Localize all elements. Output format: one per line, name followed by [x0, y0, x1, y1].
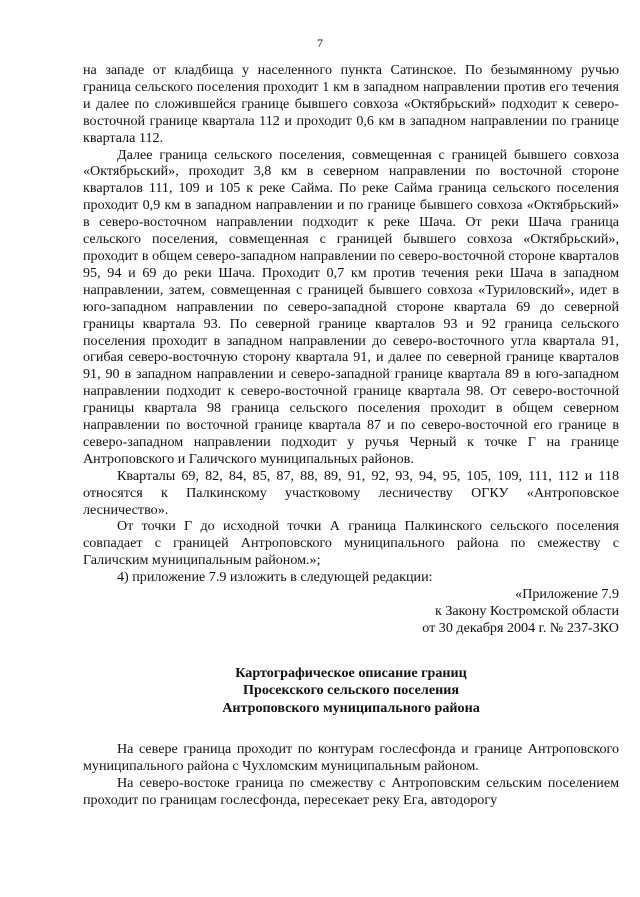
title-line: Просекского сельского поселения [243, 682, 459, 699]
title-line: Картографическое описание границ [235, 664, 467, 681]
appendix-ref-line: «Приложение 7.9 [515, 586, 619, 603]
section-title [83, 665, 619, 718]
title-line: Антроповского муниципального района [222, 699, 480, 716]
paragraph: От точки Г до исходной точки А граница Палкинского сельского поселения совпадает с границей Антроповского муниципального района по смежеству с Галичским муниципальным районом.»; [83, 518, 619, 569]
paragraph: на западе от кладбища у населенного пункта Сатинское. По безымянному ручью граница сельского поселения проходит 1 км в западном направлении против его течения и далее по сложившейся границе бывшего совхоза «Октябрьский» подходит к северо-восточной границе квартала 112 и проходит 0,6 км в западном направлении по границе квартала 112. [83, 62, 619, 146]
paragraph: На севере граница проходит по контурам гослесфонда и границе Антроповского муниципального района с Чухломским муниципальным районом. [83, 741, 619, 775]
paragraph: Кварталы 69, 82, 84, 85, 87, 88, 89, 91, 92, 93, 94, 95, 105, 109, 111, 112 и 118 относятся к Палкинскому участковому лесничеству ОГКУ «Антроповское лесничество». [83, 467, 619, 518]
appendix-reference [83, 586, 619, 637]
appendix-ref-line: к Закону Костромской области [434, 603, 619, 619]
paragraph: Далее граница сельского поселения, совмещенная с границей бывшего совхоза «Октябрьский», проходит 3,8 км в северном направлении по восточной стороне кварталов 111, 109 и 105 к реке Сайма. По реке Сайма граница сельского поселения проходит 0,9 км в западном направлении и по границе бывшего совхоза «Октябрьский» в северо-восточном направлении подходит к реке Шача. От реки Шача граница сельского поселения, совмещенная с границей бывшего совхоза «Октябрьский», проходит в общем северо-западном направлении по северо-восточной стороне кварталов 95, 94 и 69 до реки Шача. Проходит 0,7 км против течения реки Шача в западном направлении, затем, совмещенная с границей бывшего совхоза «Туриловский», идет в юго-западном направлении по северо-западной стороне квартала 69 до северной границы квартала 93. По северной границе кварталов 93 и 92 граница сельского поселения проходит в западном направлении до северо-восточного угла квартала 91, огибая северо-восточную сторону квартала 91, и далее по северной границе кварталов 91, 90 в западном направлении и северо-западной границе квартала 89 в юго-западном направлении подходит к северо-восточной границе квартала 98. От северо-восточной границы квартала 98 граница сельского поселения проходит в общем северном направлении по восточной границе квартала 87 и по северо-восточной его границе в северо-западном направлении подходит у ручья Черный к точке Г на границе Антроповского и Галичского муниципальных районов. [83, 146, 619, 467]
paragraph: На северо-востоке граница по смежеству с Антроповским сельским поселением проходит по границам гослесфонда, пересекает реку Ега, автодорогу [83, 775, 619, 809]
document-body [83, 62, 619, 809]
paragraph: 4) приложение 7.9 изложить в следующей редакции: [117, 569, 433, 586]
page-number: 7 [317, 36, 323, 50]
appendix-ref-line: от 30 декабря 2004 г. № 237-ЗКО [422, 619, 619, 636]
